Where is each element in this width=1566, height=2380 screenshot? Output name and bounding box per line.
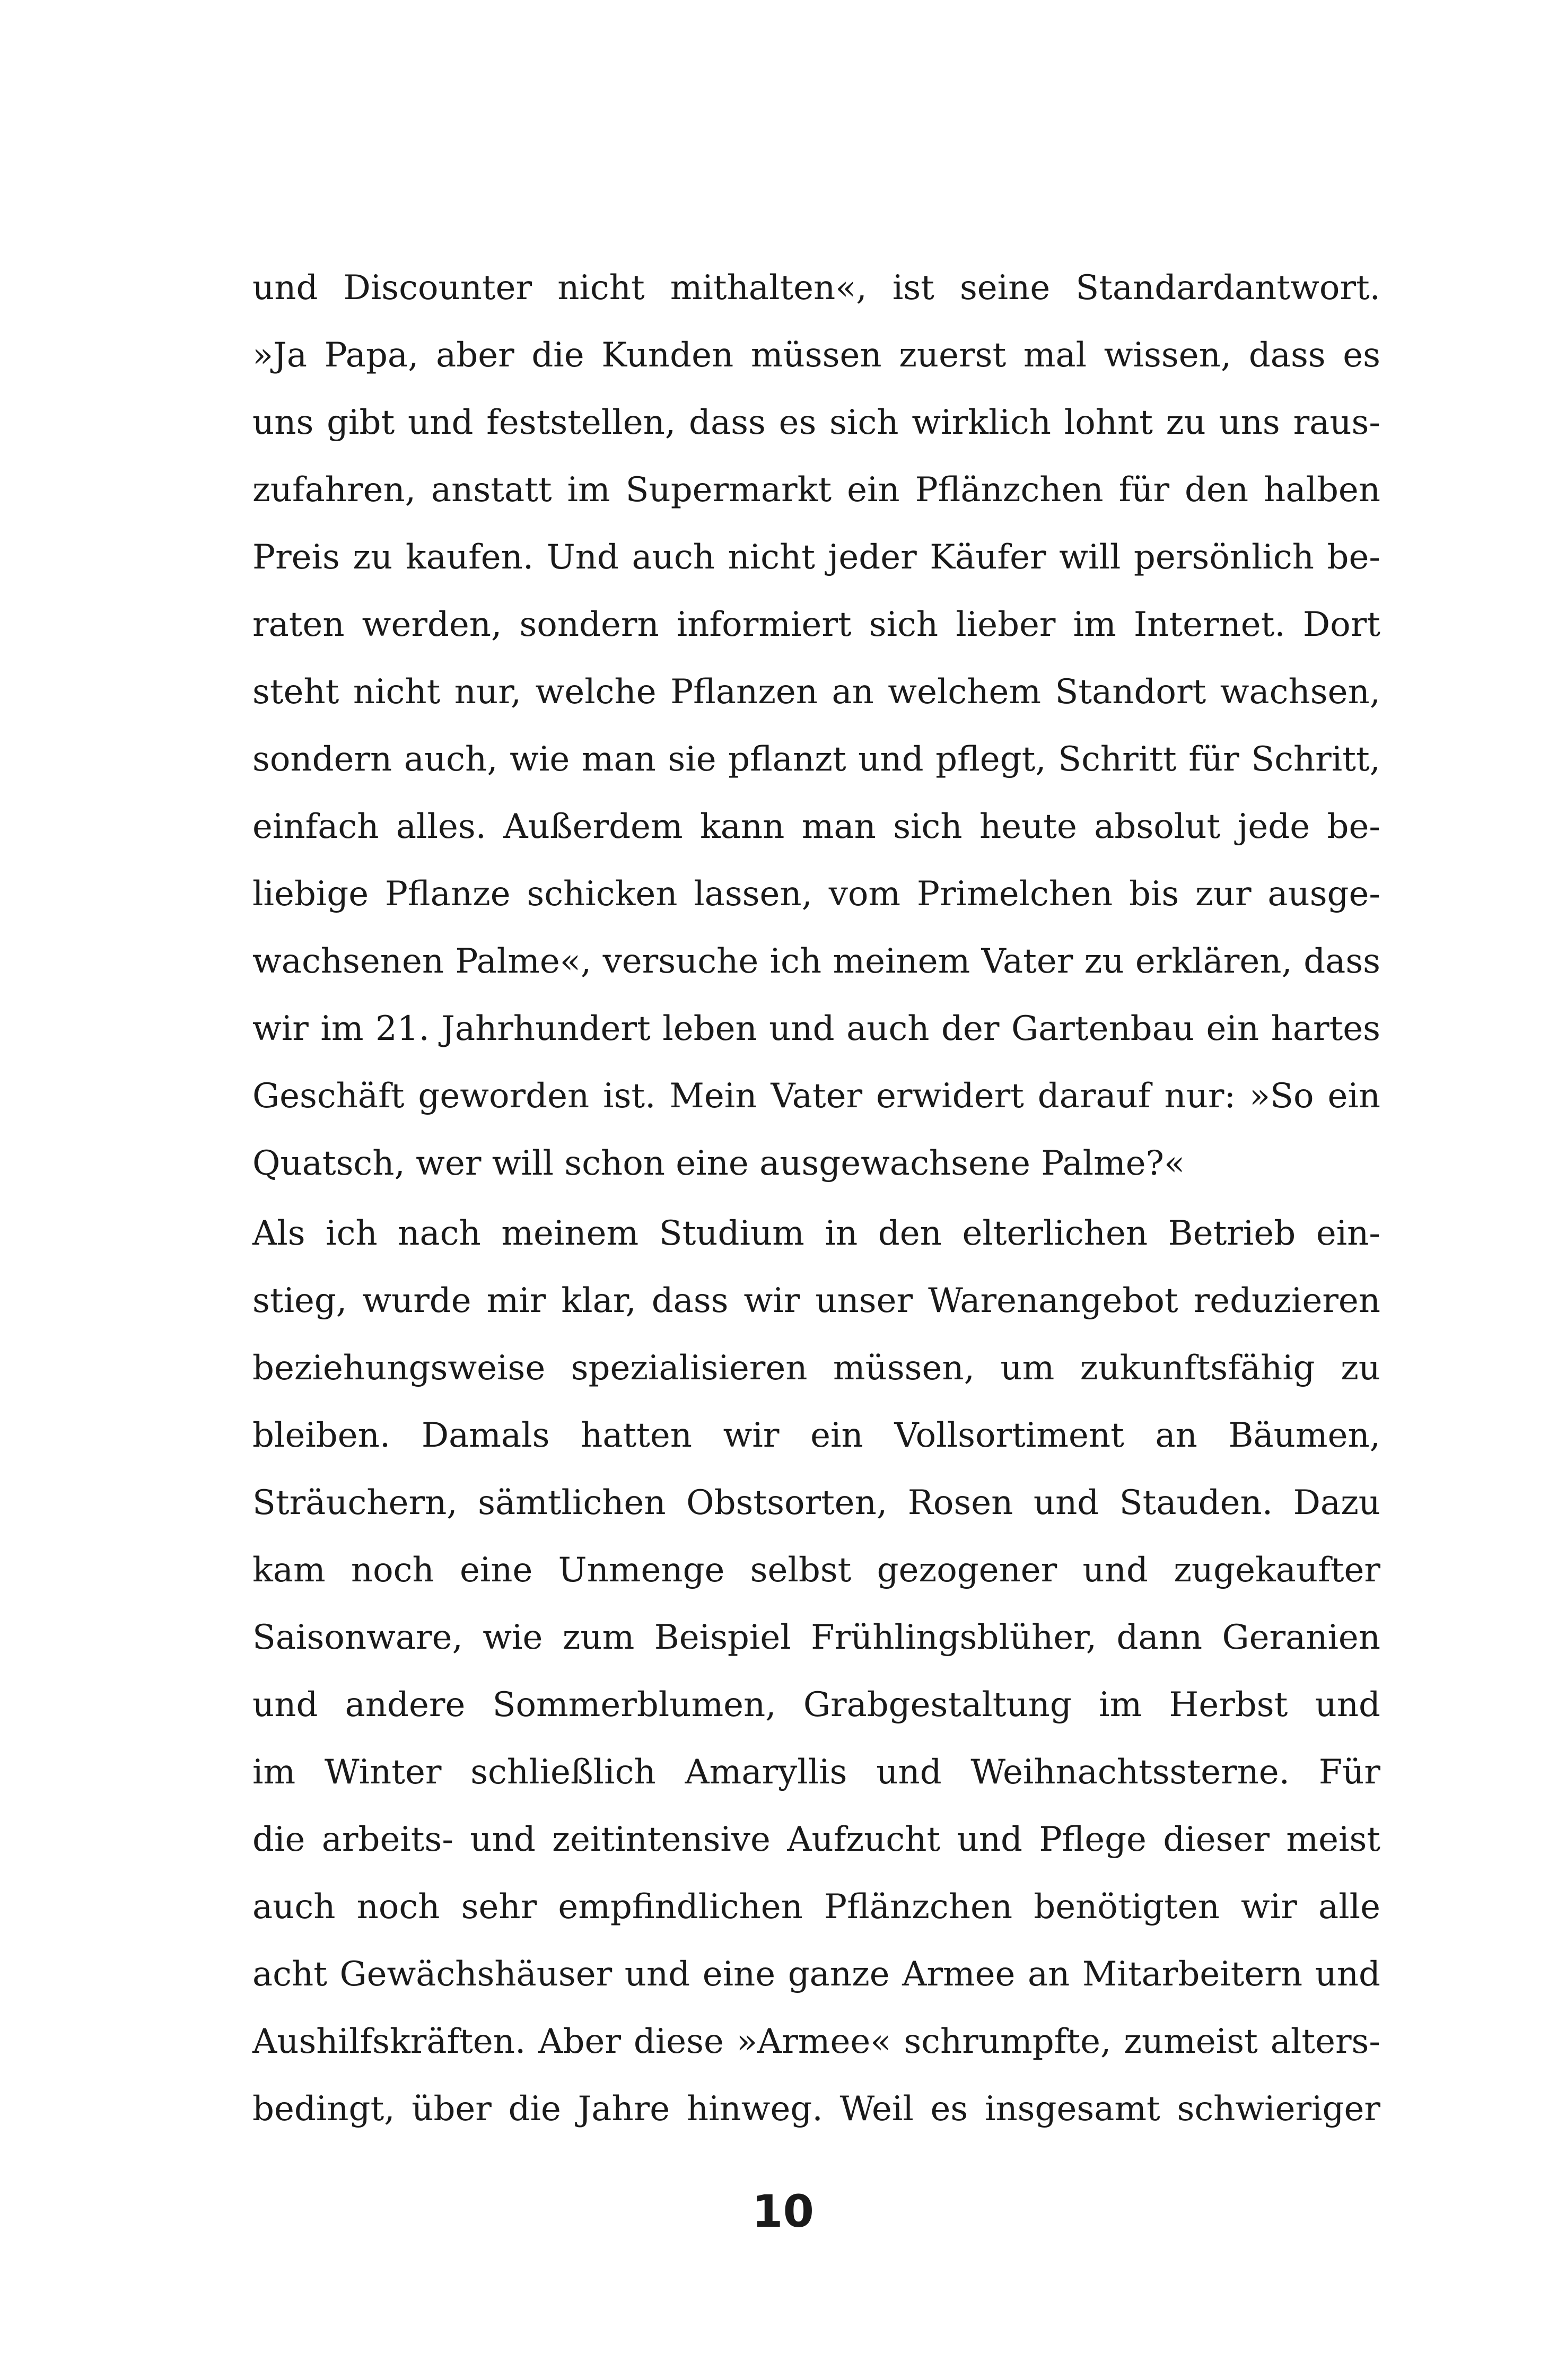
text-line: steht nicht nur, welche Pflanzen an welchem Standort wachsen, <box>252 672 1380 712</box>
text-line: im Winter schließlich Amaryllis und Weihnachtssterne. Für <box>252 1753 1380 1792</box>
text-line: auch noch sehr empfindlichen Pflänzchen benötigten wir alle <box>252 1887 1380 1927</box>
text-line: zufahren, anstatt im Supermarkt ein Pflänzchen für den halben <box>252 470 1380 510</box>
text-line: Als ich nach meinem Studium in den elterlichen Betrieb ein- <box>252 1214 1380 1253</box>
text-line: beziehungsweise spezialisieren müssen, um zukunftsfähig zu <box>252 1349 1380 1388</box>
text-line: und andere Sommerblumen, Grabgestaltung im Herbst und <box>252 1685 1380 1725</box>
text-line: und Discounter nicht mithalten«, ist seine Standardantwort. <box>252 268 1380 308</box>
text-line: bleiben. Damals hatten wir ein Vollsortiment an Bäumen, <box>252 1416 1380 1455</box>
text-line: Aushilfskräften. Aber diese »Armee« schrumpfte, zumeist alters- <box>252 2022 1380 2061</box>
text-line: stieg, wurde mir klar, dass wir unser Warenangebot reduzieren <box>252 1281 1380 1320</box>
text-line: liebige Pflanze schicken lassen, vom Primelchen bis zur ausge- <box>252 874 1380 914</box>
text-line: wir im 21. Jahrhundert leben und auch der Gartenbau ein hartes <box>252 1009 1380 1048</box>
text-line: einfach alles. Außerdem kann man sich heute absolut jede be- <box>252 807 1380 846</box>
text-line: Preis zu kaufen. Und auch nicht jeder Käufer will persönlich be- <box>252 538 1380 577</box>
text-line: Sträuchern, sämtlichen Obstsorten, Rosen und Stauden. Dazu <box>252 1483 1380 1522</box>
text-line: wachsenen Palme«, versuche ich meinem Vater zu erklären, dass <box>252 942 1380 981</box>
text-line: Quatsch, wer will schon eine ausgewachsene Palme?« <box>252 1144 1185 1183</box>
text-line: raten werden, sondern informiert sich lieber im Internet. Dort <box>252 605 1380 644</box>
text-line: Saisonware, wie zum Beispiel Frühlingsblüher, dann Geranien <box>252 1618 1380 1657</box>
text-line: kam noch eine Unmenge selbst gezogener und zugekaufter <box>252 1551 1380 1590</box>
text-line: »Ja Papa, aber die Kunden müssen zuerst mal wissen, dass es <box>252 336 1380 375</box>
text-line: die arbeits- und zeitintensive Aufzucht und Pflege dieser meist <box>252 1820 1380 1859</box>
paragraph-1 <box>252 255 1380 1197</box>
text-line: uns gibt und feststellen, dass es sich wirklich lohnt zu uns raus- <box>252 403 1380 442</box>
page-number: 10 <box>752 2185 814 2237</box>
paragraph-2 <box>252 1200 1380 2143</box>
text-line: sondern auch, wie man sie pflanzt und pflegt, Schritt für Schritt, <box>252 740 1380 779</box>
text-line: acht Gewächshäuser und eine ganze Armee an Mitarbeitern und <box>252 1955 1380 1994</box>
text-line: Geschäft geworden ist. Mein Vater erwidert darauf nur: »So ein <box>252 1077 1380 1116</box>
text-line: bedingt, über die Jahre hinweg. Weil es insgesamt schwieriger <box>252 2089 1380 2129</box>
